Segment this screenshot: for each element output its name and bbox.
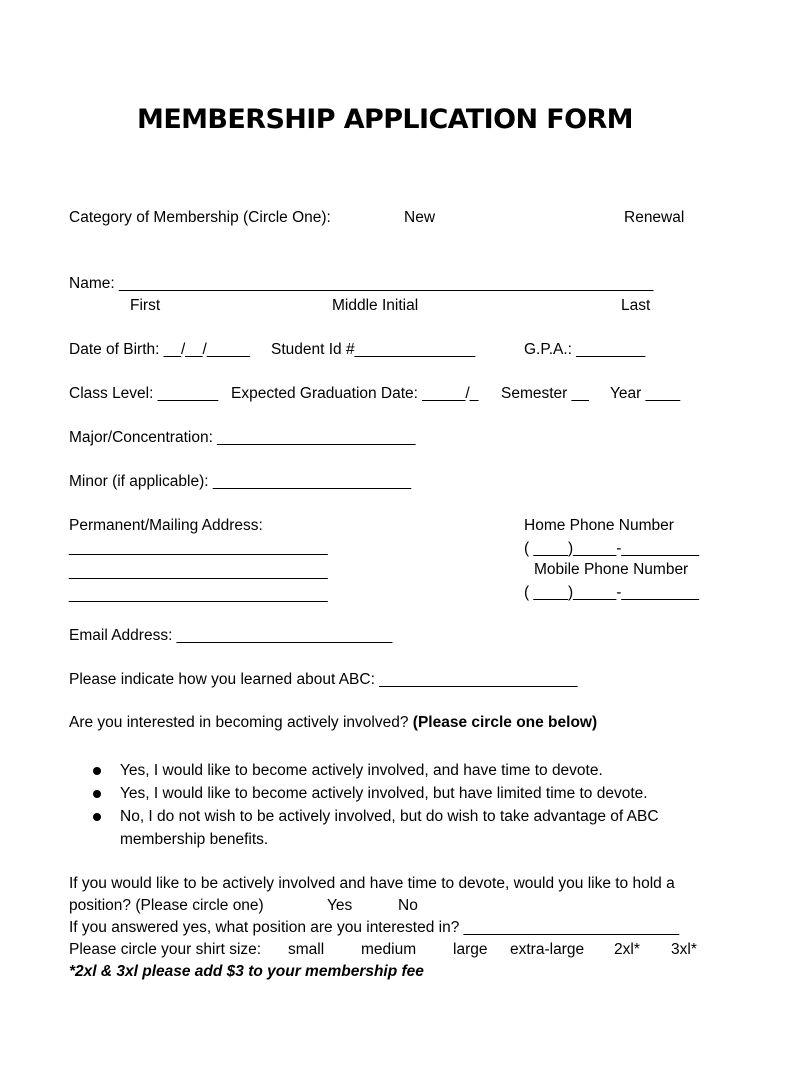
form-title: MEMBERSHIP APPLICATION FORM	[137, 104, 633, 135]
semester-field[interactable]: Semester __	[501, 385, 589, 402]
position-option-no[interactable]: No	[398, 897, 418, 914]
learned-about-field[interactable]: Please indicate how you learned about ABC: _______________________	[69, 671, 578, 688]
position-question-line2: position? (Please circle one)	[69, 897, 264, 914]
shirt-size-3xl[interactable]: 3xl*	[671, 941, 697, 958]
home-phone-label: Home Phone Number	[524, 517, 674, 534]
option-2[interactable]: Yes, I would like to become actively involved, but have limited time to devote.	[120, 785, 648, 802]
interest-question	[69, 714, 597, 732]
graduation-date-field[interactable]: Expected Graduation Date: _____/_	[231, 385, 479, 402]
address-label: Permanent/Mailing Address:	[69, 517, 263, 534]
shirt-size-2xl[interactable]: 2xl*	[614, 941, 640, 958]
bullet-icon	[93, 813, 101, 821]
option-3-continued[interactable]: membership benefits.	[120, 831, 269, 848]
address-line-3[interactable]: ______________________________	[69, 586, 328, 603]
category-option-new[interactable]: New	[404, 209, 436, 226]
gpa-field[interactable]: G.P.A.: ________	[524, 341, 646, 358]
name-field[interactable]: Name: ______________________________________________________________	[69, 275, 654, 292]
home-phone-field[interactable]: ( ____)_____-_________	[524, 540, 699, 557]
shirt-size-label: Please circle your shirt size:	[69, 941, 262, 958]
bullet-icon	[93, 767, 101, 775]
email-field[interactable]: Email Address: _________________________	[69, 627, 393, 644]
shirt-size-small[interactable]: small	[288, 941, 325, 958]
position-option-yes[interactable]: Yes	[327, 897, 353, 914]
mobile-phone-label: Mobile Phone Number	[534, 561, 689, 578]
name-first-caption: First	[130, 297, 161, 314]
position-question-line1: If you would like to be actively involved and have time to devote, would you like to hold a	[69, 875, 675, 892]
address-line-2[interactable]: ______________________________	[69, 563, 328, 580]
category-label: Category of Membership (Circle One):	[69, 209, 331, 226]
interest-instruction: (Please circle one below)	[412, 714, 598, 731]
dob-field[interactable]: Date of Birth: __/__/_____	[69, 341, 250, 358]
class-level-field[interactable]: Class Level: _______	[69, 385, 219, 402]
category-option-renewal[interactable]: Renewal	[624, 209, 685, 226]
interest-question-text: Are you interested in becoming actively involved?	[69, 714, 409, 731]
major-field[interactable]: Major/Concentration: _______________________	[69, 429, 416, 446]
position-interest-field[interactable]: If you answered yes, what position are you interested in? _________________________	[69, 919, 680, 936]
address-line-1[interactable]: ______________________________	[69, 539, 328, 556]
minor-field[interactable]: Minor (if applicable): _______________________	[69, 473, 412, 490]
shirt-size-large[interactable]: large	[453, 941, 488, 958]
fee-note: *2xl & 3xl please add $3 to your membership fee	[69, 963, 424, 980]
student-id-field[interactable]: Student Id #______________	[271, 341, 476, 358]
name-middle-caption: Middle Initial	[332, 297, 419, 314]
bullet-icon	[93, 790, 101, 798]
name-last-caption: Last	[621, 297, 651, 314]
option-3[interactable]: No, I do not wish to be actively involved, but do wish to take advantage of ABC	[120, 808, 659, 825]
year-field[interactable]: Year ____	[610, 385, 681, 402]
shirt-size-extra-large[interactable]: extra-large	[510, 941, 585, 958]
shirt-size-medium[interactable]: medium	[361, 941, 417, 958]
mobile-phone-field[interactable]: ( ____)_____-_________	[524, 584, 699, 601]
option-1[interactable]: Yes, I would like to become actively involved, and have time to devote.	[120, 762, 603, 779]
